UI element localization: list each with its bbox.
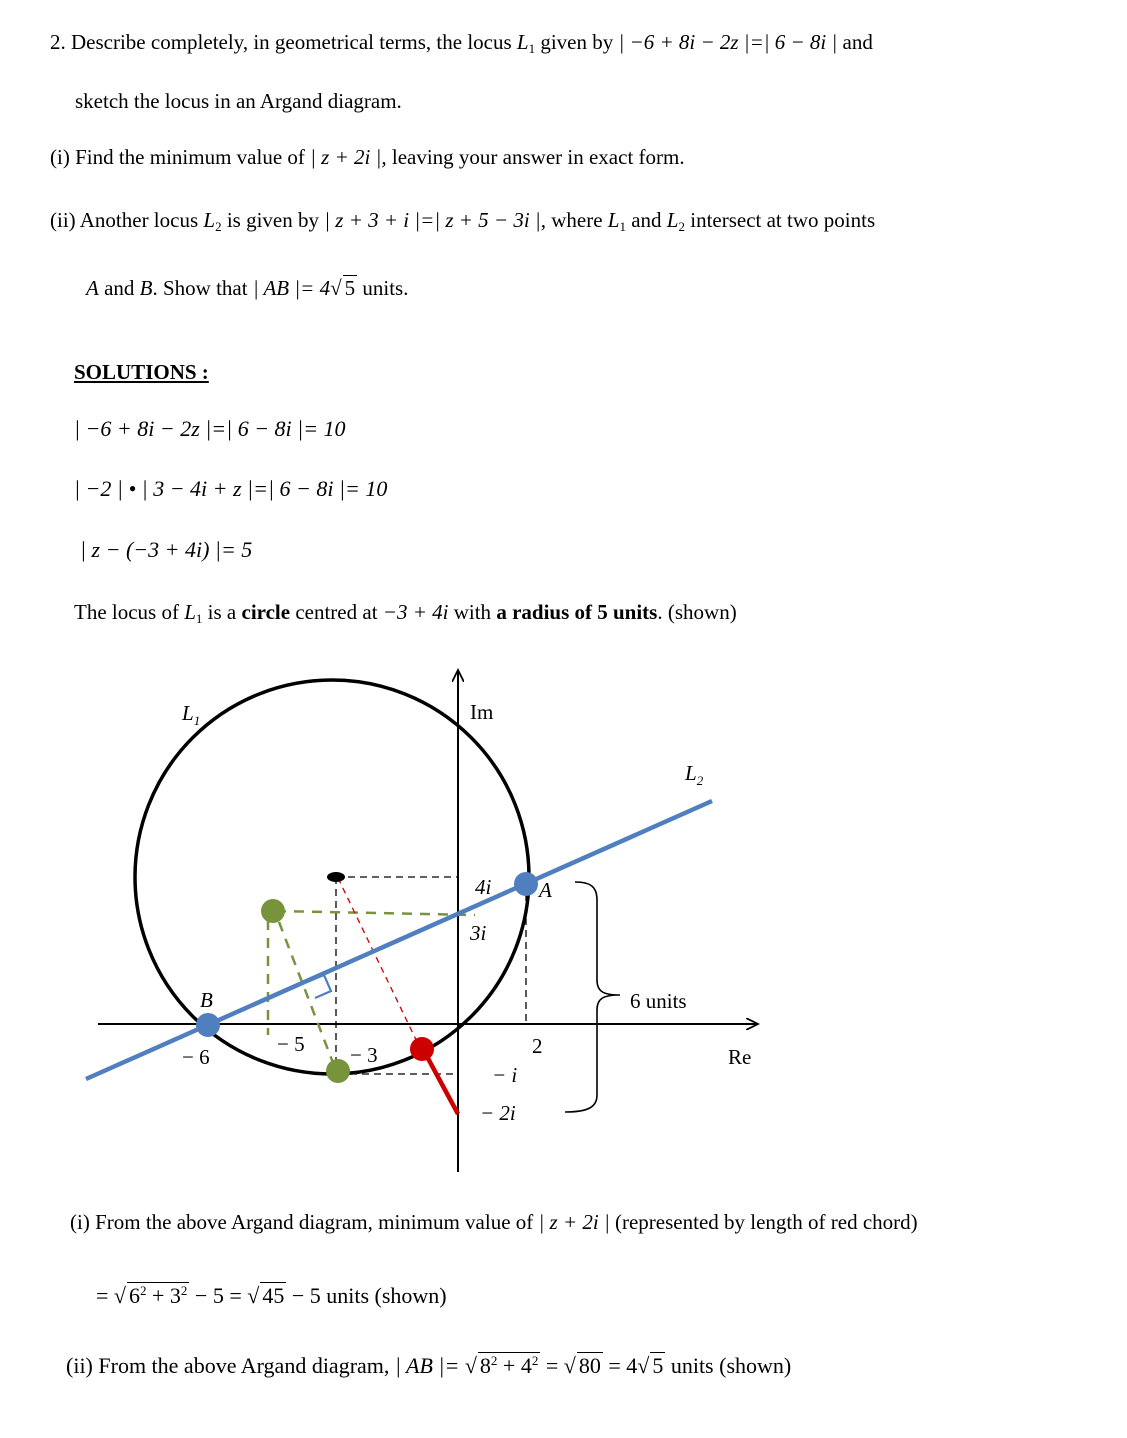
equals: = bbox=[96, 1283, 109, 1308]
answer-ii-radical-2: 80 bbox=[578, 1353, 601, 1378]
answer-i-line-2: = √ $6^2 + 3^2 - 5$ = √ 45 − 5 units (shown) bbox=[96, 1283, 447, 1308]
locus-L2-label: L bbox=[203, 208, 216, 232]
conclusion-text: is a bbox=[207, 600, 237, 624]
label-2: 2 bbox=[532, 1034, 543, 1058]
label-minus6: − 6 bbox=[182, 1045, 210, 1069]
answer-ii-eq2: = 4 bbox=[608, 1353, 638, 1378]
answer-i-mid: − 5 = bbox=[194, 1283, 242, 1308]
answer-ii: (ii) From the above Argand diagram, | AB |= √ $8^2 + 4^2$ = √ 80 = 4√ 5 units (shown) bbox=[66, 1353, 792, 1378]
green-point-upper bbox=[261, 899, 285, 923]
exponent: 2 bbox=[180, 1283, 188, 1298]
answer-i-radical-1 bbox=[127, 1282, 189, 1309]
part-i-question bbox=[50, 145, 685, 170]
locus-L2-line bbox=[86, 801, 712, 1079]
label-im: Im bbox=[470, 700, 494, 724]
question-line-1 bbox=[50, 30, 873, 57]
label-L2 bbox=[684, 761, 704, 788]
point-B bbox=[196, 1013, 220, 1037]
answer-i-expression: | z + 2i | bbox=[538, 1210, 610, 1234]
green-point-lower bbox=[326, 1059, 350, 1083]
answer-ii-end: units (shown) bbox=[670, 1353, 792, 1378]
label-L2-sub: 2 bbox=[696, 773, 704, 788]
answer-ii-text: (ii) From the above Argand diagram, bbox=[66, 1353, 390, 1378]
subscript: 2 bbox=[215, 219, 222, 234]
solution-step-1: | −6 + 8i − 2z |=| 6 − 8i |= 10 bbox=[74, 416, 346, 441]
point-A-label: A bbox=[86, 276, 99, 300]
solutions-heading: SOLUTIONS : bbox=[74, 360, 209, 384]
text-units: units. bbox=[362, 276, 409, 300]
part-ii-intersect: intersect at two points bbox=[690, 208, 876, 232]
question-line-2: sketch the locus in an Argand diagram. bbox=[75, 89, 402, 113]
text-show-that: . Show that bbox=[152, 276, 248, 300]
text-and: and bbox=[842, 30, 873, 54]
green-guide-3i bbox=[276, 911, 475, 915]
solution-step-2: | −2 | • | 3 − 4i + z |=| 6 − 8i |= 10 bbox=[74, 476, 388, 501]
part-ii-text: (ii) Another locus bbox=[50, 208, 199, 232]
subscript: 1 bbox=[528, 41, 536, 56]
part-ii-question bbox=[50, 208, 875, 235]
six-units-brace bbox=[565, 882, 620, 1112]
label-minus-i: − i bbox=[492, 1063, 518, 1087]
part-ii-given: is given by bbox=[226, 208, 319, 232]
radicand: + 4 bbox=[497, 1353, 532, 1378]
label-L1 bbox=[181, 701, 200, 728]
radicand: 5 bbox=[344, 276, 356, 300]
text-and: and bbox=[104, 276, 135, 300]
locus-L1-label: L bbox=[184, 600, 196, 624]
label-4i: 4i bbox=[475, 875, 492, 899]
conclusion-circle: circle bbox=[241, 600, 291, 624]
text-given-by: given by bbox=[540, 30, 614, 54]
conclusion-radius: a radius of 5 units bbox=[496, 600, 658, 624]
answer-i-note: (represented by length of red chord) bbox=[615, 1210, 918, 1234]
point-B-label: B bbox=[139, 276, 153, 300]
radicand: + 3 bbox=[146, 1283, 181, 1308]
conclusion-centre: −3 + 4i bbox=[382, 600, 449, 624]
exponent: 2 bbox=[490, 1353, 498, 1368]
subscript: 2 bbox=[678, 219, 685, 234]
point-A bbox=[514, 872, 538, 896]
question-intro: 2. Describe completely, in geometrical terms, the locus bbox=[50, 30, 512, 54]
part-i-end: leaving your answer in exact form. bbox=[391, 145, 685, 169]
label-minus5: − 5 bbox=[277, 1032, 305, 1056]
locus-L1-label: L bbox=[607, 208, 620, 232]
answer-i-end: − 5 units (shown) bbox=[291, 1283, 447, 1308]
subscript: 1 bbox=[195, 611, 203, 626]
part-ii-where: where bbox=[551, 208, 603, 232]
radicand: 8 bbox=[479, 1353, 491, 1378]
answer-ii-radical-1 bbox=[478, 1352, 540, 1379]
label-minus-2i: − 2i bbox=[480, 1101, 516, 1125]
equals: = bbox=[545, 1353, 559, 1378]
answer-i-text: (i) From the above Argand diagram, minimum value of bbox=[70, 1210, 534, 1234]
label-L2-letter: L bbox=[685, 761, 697, 785]
subscript: 1 bbox=[619, 219, 626, 234]
exponent: 2 bbox=[531, 1353, 539, 1368]
conclusion-text: The locus of bbox=[74, 600, 179, 624]
text-and: and bbox=[631, 208, 662, 232]
answer-i-radical-2: 45 bbox=[262, 1283, 285, 1308]
locus-L1-label: L bbox=[516, 30, 529, 54]
red-point bbox=[410, 1037, 434, 1061]
label-re: Re bbox=[728, 1045, 752, 1069]
label-3i: 3i bbox=[470, 921, 487, 945]
ab-expression: | AB |= 4 bbox=[252, 276, 331, 300]
exponent: 2 bbox=[140, 1283, 147, 1298]
part-i-expression: | z + 2i |, bbox=[310, 145, 387, 169]
argand-diagram bbox=[0, 650, 1127, 1210]
part-ii-question-line-2: A and B. Show that | AB |= 4√ 5 units. bbox=[86, 276, 409, 300]
answer-ii-expression: | AB |= bbox=[394, 1353, 460, 1378]
part-ii-expression: | z + 3 + i |=| z + 5 − 3i |, bbox=[324, 208, 546, 232]
label-L1-letter: L bbox=[182, 701, 194, 725]
conclusion-text: centred at bbox=[295, 600, 378, 624]
solution-conclusion bbox=[74, 600, 737, 627]
part-i-text: (i) Find the minimum value of bbox=[50, 145, 305, 169]
label-B: B bbox=[200, 988, 213, 1012]
radicand: 6 bbox=[129, 1283, 140, 1308]
conclusion-text: with bbox=[453, 600, 492, 624]
conclusion-text: . (shown) bbox=[657, 600, 737, 624]
red-chord bbox=[424, 1051, 458, 1114]
answer-ii-radical-3: 5 bbox=[652, 1353, 664, 1378]
label-minus3: − 3 bbox=[350, 1043, 378, 1067]
centre-point bbox=[327, 872, 345, 882]
solution-step-3: | z − (−3 + 4i) |= 5 bbox=[80, 537, 253, 562]
answer-i-line-1 bbox=[70, 1210, 918, 1235]
locus-L2-label: L bbox=[666, 208, 679, 232]
label-L1-sub: 1 bbox=[193, 713, 201, 728]
question-expression: | −6 + 8i − 2z |=| 6 − 8i | bbox=[618, 30, 838, 54]
label-6-units: 6 units bbox=[630, 989, 687, 1013]
label-A: A bbox=[539, 878, 552, 902]
